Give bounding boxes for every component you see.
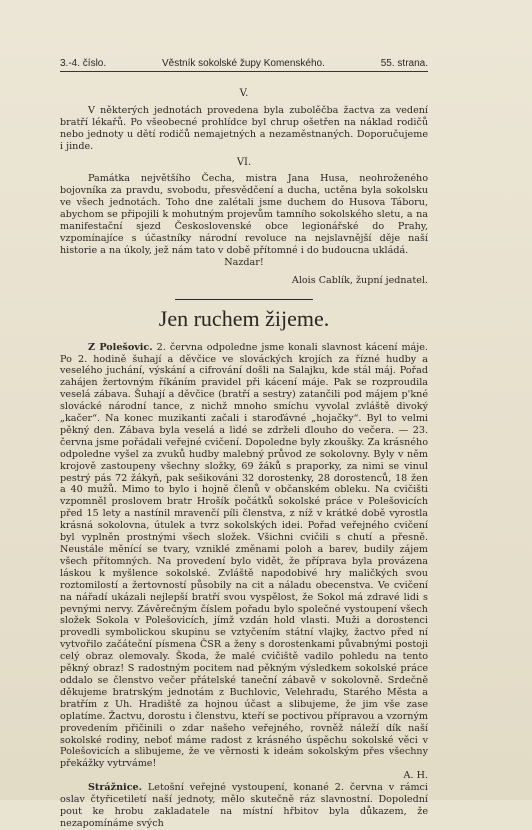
section-heading-vi: VI. <box>236 156 252 168</box>
article-paragraph-polesovice <box>60 342 428 771</box>
article-paragraph-straznice <box>60 782 428 830</box>
journal-title: Věstník sokolské župy Komenského. <box>162 58 325 69</box>
page-number: 55. strana. <box>380 58 428 69</box>
running-header <box>60 58 428 72</box>
issue-number: 3.-4. číslo. <box>60 58 107 69</box>
closing-greeting: Nazdar! <box>224 256 264 268</box>
polesovice-text: 2. června odpoledne jsme konali slavnost kácení máje. Po 2. hodině šuhají a děvčice ve slováckých krojích za řízné hudby a veselého juchání, výskání a cifrování došli na Salajku, kde stál máj. Pořad zahájen žertovným říkáním pravidel při kácení máje. Pak se rozproudila veselá zábava. Šuhají a děvčice (bratří a sestry) zatančili pod májem p'kné slovácké národní tance, z nichž mnoho smíchu vyvolal zvláště divoký „kačer“. Na konec muzikanti začali i staroďávné „hojačky“. Byl to velmi pěkný den. Zábava byla veselá a lidé se zdrželi dlouho do večera. — 23. června jsme pořádali veřejné cvičení. Dopoledne byly zkoušky. Za krásného odpoledne vyšel za zvuků hudby malebný průvod ze sokolovny. Byly v něm krojově zastoupeny všechny složky, 69 žáků s praporky, za nimi se vinul pestrý pás 72 žákyň, pak sešikováni 32 dorostenky, 28 dorostenců, 18 žen a 40 mužů. Mimo to bylo i hojně členů v občanském obleku. Na cvičišti vzpomněl proslovem bratr Hrošík počátků sokolské práce v Polešovicích před 15 lety a nastínil mravenčí píli členstva, z níž v krátké době vyrostla krásná sokolovna, útulek a tvrz sokolských idei. Pořad veřejného cvičení byl vyplněn prostnými všech složek. Všichni cvičili s chutí a přesně. Neustále měnící se tvary, vzniklé změnami poloh a barev, budily zájem všech přítomných. Na provedení bylo vidět, že příprava byla provázena láskou k myšlence sokolské. Zvláště napodobivé hry maličkých svou roztomilostí a žertovností působily na cit a náladu obecenstva. Ve cvičení na nářadí ukázali nejlepší bratří svou vyspělost, že Sokol má zdravé lidi s pevnými nervy. Závěrečným číslem pořadu bylo společné vystoupení všech složek Sokola v Polešovicích, jímž vzdán hold vlasti. Muži a dorostenci provedli symbolickou skupinu se vztyčením státní vlajky, žactvo před ní vytvořilo začáteční písmena ČSR a ženy s dorostenkami půvabnými postoji celý obraz olemovaly. Škoda, že malé cvičiště vadilo pohledu na tento pěkný obraz! S radostným pocitem nad pěkným výsledkem sokolské práce oddalo se členstvo večer přátelské taneční zábavě v sokolovně. Srdečně děkujeme bratrským jednotám z Buchlovic, Velehradu, Starého Města a bratřím z Uh. Hradiště za hojnou účast a slibujeme, že jim vše zase oplatíme. Žactvu, dorostu i členstvu, kteří se poctivou přípravou a vzorným provedením přičinili o zdar našeho veřejného, rovněž náleží dík naší sokolské rodiny, neboť máme radost z krásného úspěchu sokolské věci v Polešovicích a slibujeme, že ve věrnosti k ideám sokolským přes všechny překážky vytrváme! <box>60 341 428 770</box>
straznice-text: Letošní veřejné vystoupení, konané 2. června v rámci oslav čtyřicetiletí naší jednoty, mělo skutečně ráz slavnostní. Dopolední pout ke hrobu zakladatele na místní hřbitov byla důkazem, že nezapomínáme svých <box>60 782 428 829</box>
section-heading-v: V. <box>239 88 249 99</box>
section-vi-text: Památka největšího Čecha, mistra Jana Husa, neohroženého bojovníka za pravdu, svobodu, přesvědčení a ducha, uctěna byla sokolsku ve všech jednotách. Toho dne zalétali jsme duchem do Husova Táboru, abychom se připojili k mohutným projevům tamního sokolského sletu, a na manifestační sjezd Československé obce legionářské do Prahy, vzpomínajíce s účastníky národní revoluce na nejslavnější děje naší historie a na úkoly, jež nám tato v době přítomné i do budoucna ukládá. <box>60 173 428 256</box>
article-title: Jen ruchem žijeme. <box>158 305 330 331</box>
place-polesovice: Z Polešovic. <box>88 341 153 353</box>
section-v-text: V některých jednotách provedena byla zubolěčba žactva za vedení bratří lékařů. Po všeobecné prohlídce byl chrup ošetřen na náklad rodičů nebo jednoty u dětí rodičů nemajetných a nezaměstnaných. Doporučujeme i jinde. <box>60 104 428 152</box>
place-straznice: Strážnice. <box>88 782 142 794</box>
page-content <box>60 84 428 830</box>
signature: Alois Cablík, župní jednatel. <box>291 274 428 286</box>
author-initials: A. H. <box>403 770 428 782</box>
section-divider <box>175 299 313 300</box>
